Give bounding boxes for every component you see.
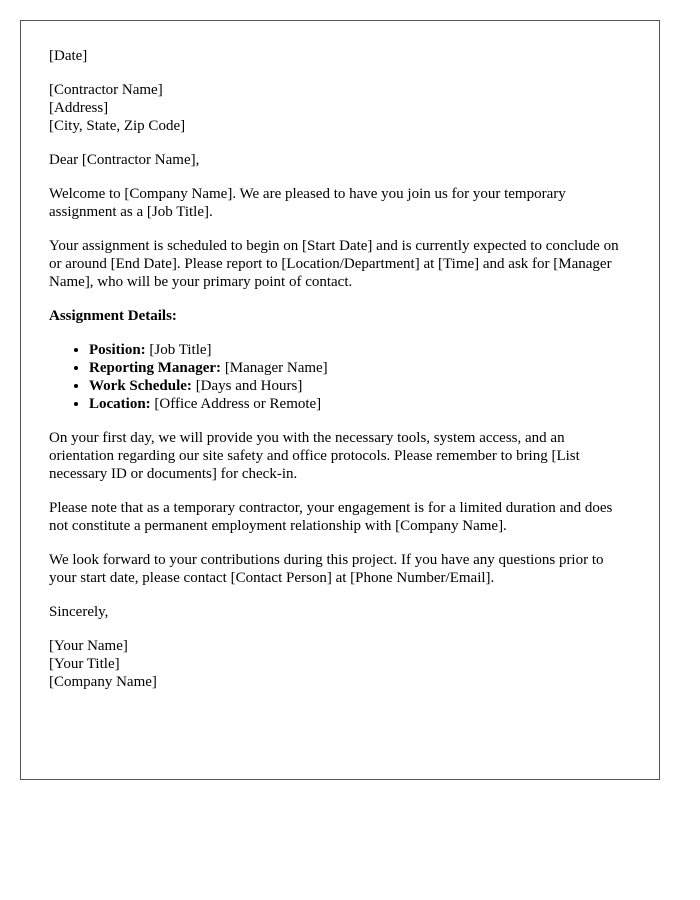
assignment-details-list	[49, 341, 631, 413]
letter-date: [Date]	[49, 48, 88, 64]
signature-name: [Your Name]	[49, 638, 128, 654]
detail-label: Position:	[89, 342, 146, 358]
detail-item-reporting-manager	[89, 359, 631, 377]
detail-value: [Office Address or Remote]	[154, 396, 322, 412]
paragraph-notice: Please note that as a temporary contractor, your engagement is for a limited duration and does not constitute a permanent employment relationship with [Company Name].	[49, 500, 613, 534]
detail-item-position	[89, 341, 631, 359]
signature-block	[49, 637, 631, 691]
paragraph-welcome: Welcome to [Company Name]. We are pleased to have you join us for your temporary assignment as a [Job Title].	[49, 186, 566, 220]
recipient-city-line: [City, State, Zip Code]	[49, 118, 186, 134]
detail-item-location	[89, 395, 631, 413]
closing: Sincerely,	[49, 604, 109, 620]
detail-label: Location:	[89, 396, 151, 412]
detail-label: Reporting Manager:	[89, 360, 222, 376]
detail-label: Work Schedule:	[89, 378, 192, 394]
recipient-address-block	[49, 81, 631, 135]
letter-page	[20, 20, 660, 780]
signature-company: [Company Name]	[49, 674, 157, 690]
recipient-address: [Address]	[49, 100, 109, 116]
detail-value: [Days and Hours]	[195, 378, 303, 394]
signature-title: [Your Title]	[49, 656, 120, 672]
detail-value: [Job Title]	[149, 342, 212, 358]
detail-item-work-schedule	[89, 377, 631, 395]
salutation: Dear [Contractor Name],	[49, 152, 200, 168]
paragraph-schedule: Your assignment is scheduled to begin on [Start Date] and is currently expected to conclude on or around [End Date]. Please report to [Location/Department] at [Time] and ask for [Manager Name], who will be your primary point of contact.	[49, 238, 619, 290]
detail-value: [Manager Name]	[224, 360, 328, 376]
paragraph-first-day: On your first day, we will provide you with the necessary tools, system access, and an orientation regarding our site safety and office protocols. Please remember to bring [List necessary ID or documents] for check-in.	[49, 430, 580, 482]
assignment-details-heading: Assignment Details:	[49, 308, 177, 324]
paragraph-closing: We look forward to your contributions during this project. If you have any questions prior to your start date, please contact [Contact Person] at [Phone Number/Email].	[49, 552, 604, 586]
recipient-name: [Contractor Name]	[49, 82, 163, 98]
